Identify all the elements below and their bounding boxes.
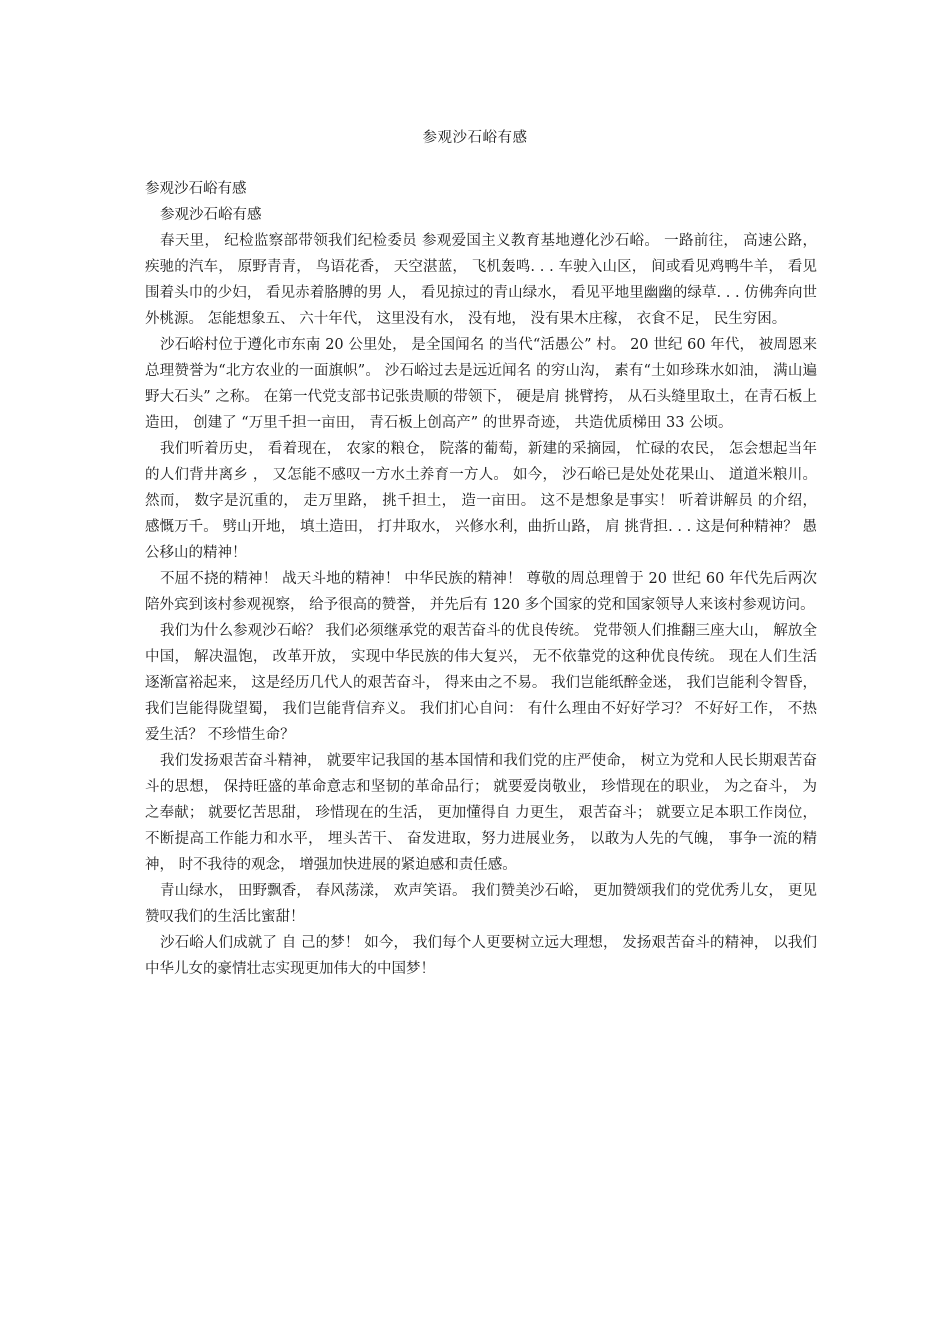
paragraph: 春天里， 纪检监察部带领我们纪检委员 参观爱国主义教育基地遵化沙石峪。 一路前往， 高速公路， 疾驰的汽车， 原野青青， 鸟语花香， 天空湛蓝， 飞机轰鸣. . . 车驶入山区， 间或看见鸡鸭牛羊， 看见围着头巾的少妇， 看见赤着胳膊的男 人， 看见掠过的青山绿水， 看见平地里幽幽的绿草. . . 仿佛奔向世外桃源。 怎能想象五、 六十年代， 这里没有水， 没有地， 没有果木庄稼， 衣食不足， 民生穷困。: [145, 233, 817, 327]
paragraph: 沙石峪村位于遵化市东南 20 公里处， 是全国闻名 的当代“活愚公” 村。 20 世纪 60 年代， 被周恩来总理赞誉为“北方农业的一面旗帜”。 沙石峪过去是远近闻名 的穷山沟， 素有“土如珍珠水如油， 满山遍野大石头” 之称。 在第一代党支部书记张贵顺的带领下， 硬是肩 挑臂挎， 从石头缝里取土，在青石板上造田， 创建了 “万里千担一亩田， 青石板上创高产” 的世界奇迹， 共造优质梯田 33 公顷。: [145, 337, 817, 431]
document-body: [145, 176, 817, 982]
body-header: 参观沙石峪有感: [145, 181, 247, 197]
body-subheader: 参观沙石峪有感: [160, 207, 262, 223]
paragraph: 我们为什么参观沙石峪？ 我们必须继承党的艰苦奋斗的优良传统。 党带领人们推翻三座大山， 解放全中国， 解决温饱， 改革开放， 实现中华民族的伟大复兴， 无不依靠党的这种优良传统。 现在人们生活逐渐富裕起来， 这是经历几代人的艰苦奋斗， 得来由之不易。 我们岂能纸醉金迷， 我们岂能利令智昏， 我们岂能得陇望蜀， 我们岂能背信弃义。 我们扪心自问： 有什么理由不好好学习？ 不好好工作， 不热爱生活？ 不珍惜生命？: [145, 623, 817, 743]
paragraph: 青山绿水， 田野飘香， 春风荡漾， 欢声笑语。 我们赞美沙石峪， 更加赞颂我们的党优秀儿女， 更见赞叹我们的生活比蜜甜！: [145, 883, 817, 925]
paragraph: 沙石峪人们成就了 自 己的梦！ 如今， 我们每个人更要树立远大理想， 发扬艰苦奋斗的精神， 以我们中华儿女的豪情壮志实现更加伟大的中国梦！: [145, 935, 817, 977]
paragraph: 不屈不挠的精神！ 战天斗地的精神！ 中华民族的精神！ 尊敬的周总理曾于 20 世纪 60 年代先后两次陪外宾到该村参观视察， 给予很高的赞誉， 并先后有 120 多个国家的党和国家领导人来该村参观访问。: [145, 571, 817, 613]
paragraph: 我们听着历史， 看着现在， 农家的粮仓， 院落的葡萄，新建的采摘园， 忙碌的农民， 怎会想起当年的人们背井离乡 ， 又怎能不感叹一方水土养育一方人。 如今， 沙石峪已是处处花果山、 道道米粮川。 然而， 数字是沉重的， 走万里路， 挑千担土， 造一亩田。 这不是想象是事实！ 听着讲解员 的介绍， 感慨万千。 劈山开地， 填土造田， 打井取水， 兴修水利，曲折山路， 肩 挑背担. . . 这是何种精神？ 愚公移山的精神！: [145, 441, 817, 561]
document-title: 参观沙石峪有感: [422, 130, 528, 146]
paragraph: 我们发扬艰苦奋斗精神， 就要牢记我国的基本国情和我们党的庄严使命， 树立为党和人民长期艰苦奋斗的思想， 保持旺盛的革命意志和坚韧的革命品行； 就要爱岗敬业， 珍惜现在的职业， 为之奋斗， 为之奉献； 就要忆苦思甜， 珍惜现在的生活， 更加懂得自 力更生， 艰苦奋斗； 就要立足本职工作岗位， 不断提高工作能力和水平， 埋头苦干、 奋发进取，努力进展业务， 以敢为人先的气魄， 事争一流的精神， 时不我待的观念， 增强加快进展的紧迫感和责任感。: [145, 753, 817, 873]
